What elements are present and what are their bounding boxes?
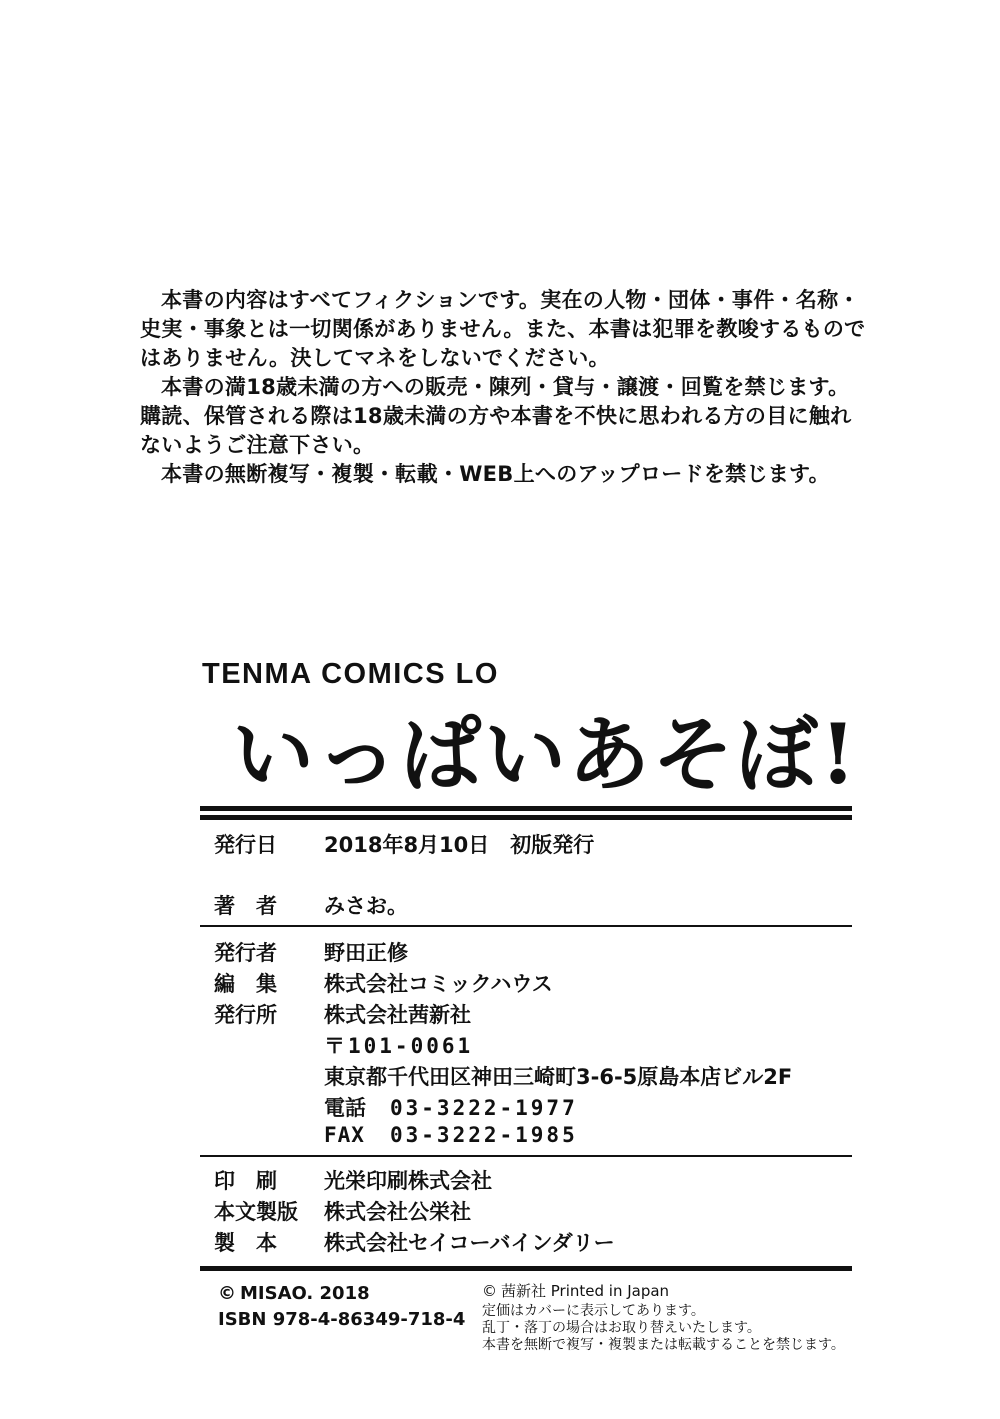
author-label: 著 者 xyxy=(214,894,277,918)
postal-code: 〒101-0061 xyxy=(324,1034,474,1058)
copyright-text: MISAO. 2018 xyxy=(240,1283,370,1304)
publisher-person-value: 野田正修 xyxy=(324,941,408,965)
editor-row xyxy=(214,968,553,998)
author-value: みさお。 xyxy=(324,894,408,918)
typesetting-value: 株式会社公栄社 xyxy=(324,1200,471,1224)
notice-paragraph-fiction: 本書の内容はすべてフィクションです。実在の人物・団体・事件・名称・史実・事象とは一切関係がありません。また、本書は犯罪を教唆するものではありません。決してマネをしないでください。 xyxy=(140,288,866,370)
isbn: ISBN 978-4-86349-718-4 xyxy=(218,1309,466,1330)
typesetting-label: 本文製版 xyxy=(214,1200,298,1224)
divider-author xyxy=(200,925,852,927)
publisher-label: 発行所 xyxy=(214,1003,277,1027)
footer-rule xyxy=(200,1266,852,1271)
publisher-person-row xyxy=(214,937,408,967)
fax-label: FAX xyxy=(324,1123,365,1147)
publisher-copyright-text: 茜新社 Printed in Japan xyxy=(501,1282,670,1300)
price-note: 定価はカバーに表示してあります。 xyxy=(482,1303,705,1319)
author-row xyxy=(214,890,408,920)
editor-value: 株式会社コミックハウス xyxy=(324,972,553,996)
issue-date-value: 2018年8月10日 初版発行 xyxy=(324,833,595,857)
printing-label: 印 刷 xyxy=(214,1169,277,1193)
printing-value: 光栄印刷株式会社 xyxy=(324,1169,492,1193)
notice-paragraph-age: 本書の満18歳未満の方への販売・陳列・貸与・譲渡・回覧を禁じます。購読、保管される際は18歳未満の方や本書を不快に思われる方の目に触れないようご注意下さい。 xyxy=(140,375,852,457)
book-title: いっぱいあそぼ! xyxy=(232,707,858,803)
publisher-address: 東京都千代田区神田三崎町3-6-5原島本店ビル2F xyxy=(324,1065,793,1089)
issue-date-row xyxy=(214,829,594,859)
binding-label: 製 本 xyxy=(214,1231,277,1255)
copyright-symbol-icon: © xyxy=(218,1283,236,1304)
publisher-company: 株式会社茜新社 xyxy=(324,1003,471,1027)
copyright-line xyxy=(218,1281,465,1307)
divider-publisher xyxy=(200,1155,852,1157)
defect-note: 乱丁・落丁の場合はお取り替えいたします。 xyxy=(482,1320,761,1336)
fax-number: 03-3222-1985 xyxy=(390,1123,578,1147)
publisher-copyright-line xyxy=(482,1283,845,1300)
binding-row xyxy=(214,1227,615,1257)
copyright-block xyxy=(218,1281,465,1333)
publisher-notes xyxy=(482,1283,845,1354)
printing-row xyxy=(214,1165,492,1195)
tel-row xyxy=(214,1092,578,1122)
copyright-symbol-icon: © xyxy=(482,1282,497,1300)
tel-label: 電話 xyxy=(324,1096,366,1120)
series-name: TENMA COMICS LO xyxy=(202,658,499,690)
fax-row xyxy=(214,1123,578,1147)
publisher-person-label: 発行者 xyxy=(214,941,277,965)
typesetting-row xyxy=(214,1196,471,1226)
notice-paragraph-copy: 本書の無断複写・複製・転載・WEB上へのアップロードを禁じます。 xyxy=(161,462,830,486)
legal-notice xyxy=(140,286,870,489)
address-row xyxy=(214,1061,792,1091)
tel-number: 03-3222-1977 xyxy=(390,1096,578,1120)
postal-row xyxy=(214,1030,473,1060)
copy-prohibition-note: 本書を無断で複写・複製または転載することを禁じます。 xyxy=(482,1337,845,1353)
publisher-row xyxy=(214,999,471,1029)
issue-date-label: 発行日 xyxy=(214,833,277,857)
title-rule-upper xyxy=(200,806,852,811)
editor-label: 編 集 xyxy=(214,972,277,996)
binding-value: 株式会社セイコーバインダリー xyxy=(324,1231,615,1255)
title-rule-lower xyxy=(200,815,852,820)
